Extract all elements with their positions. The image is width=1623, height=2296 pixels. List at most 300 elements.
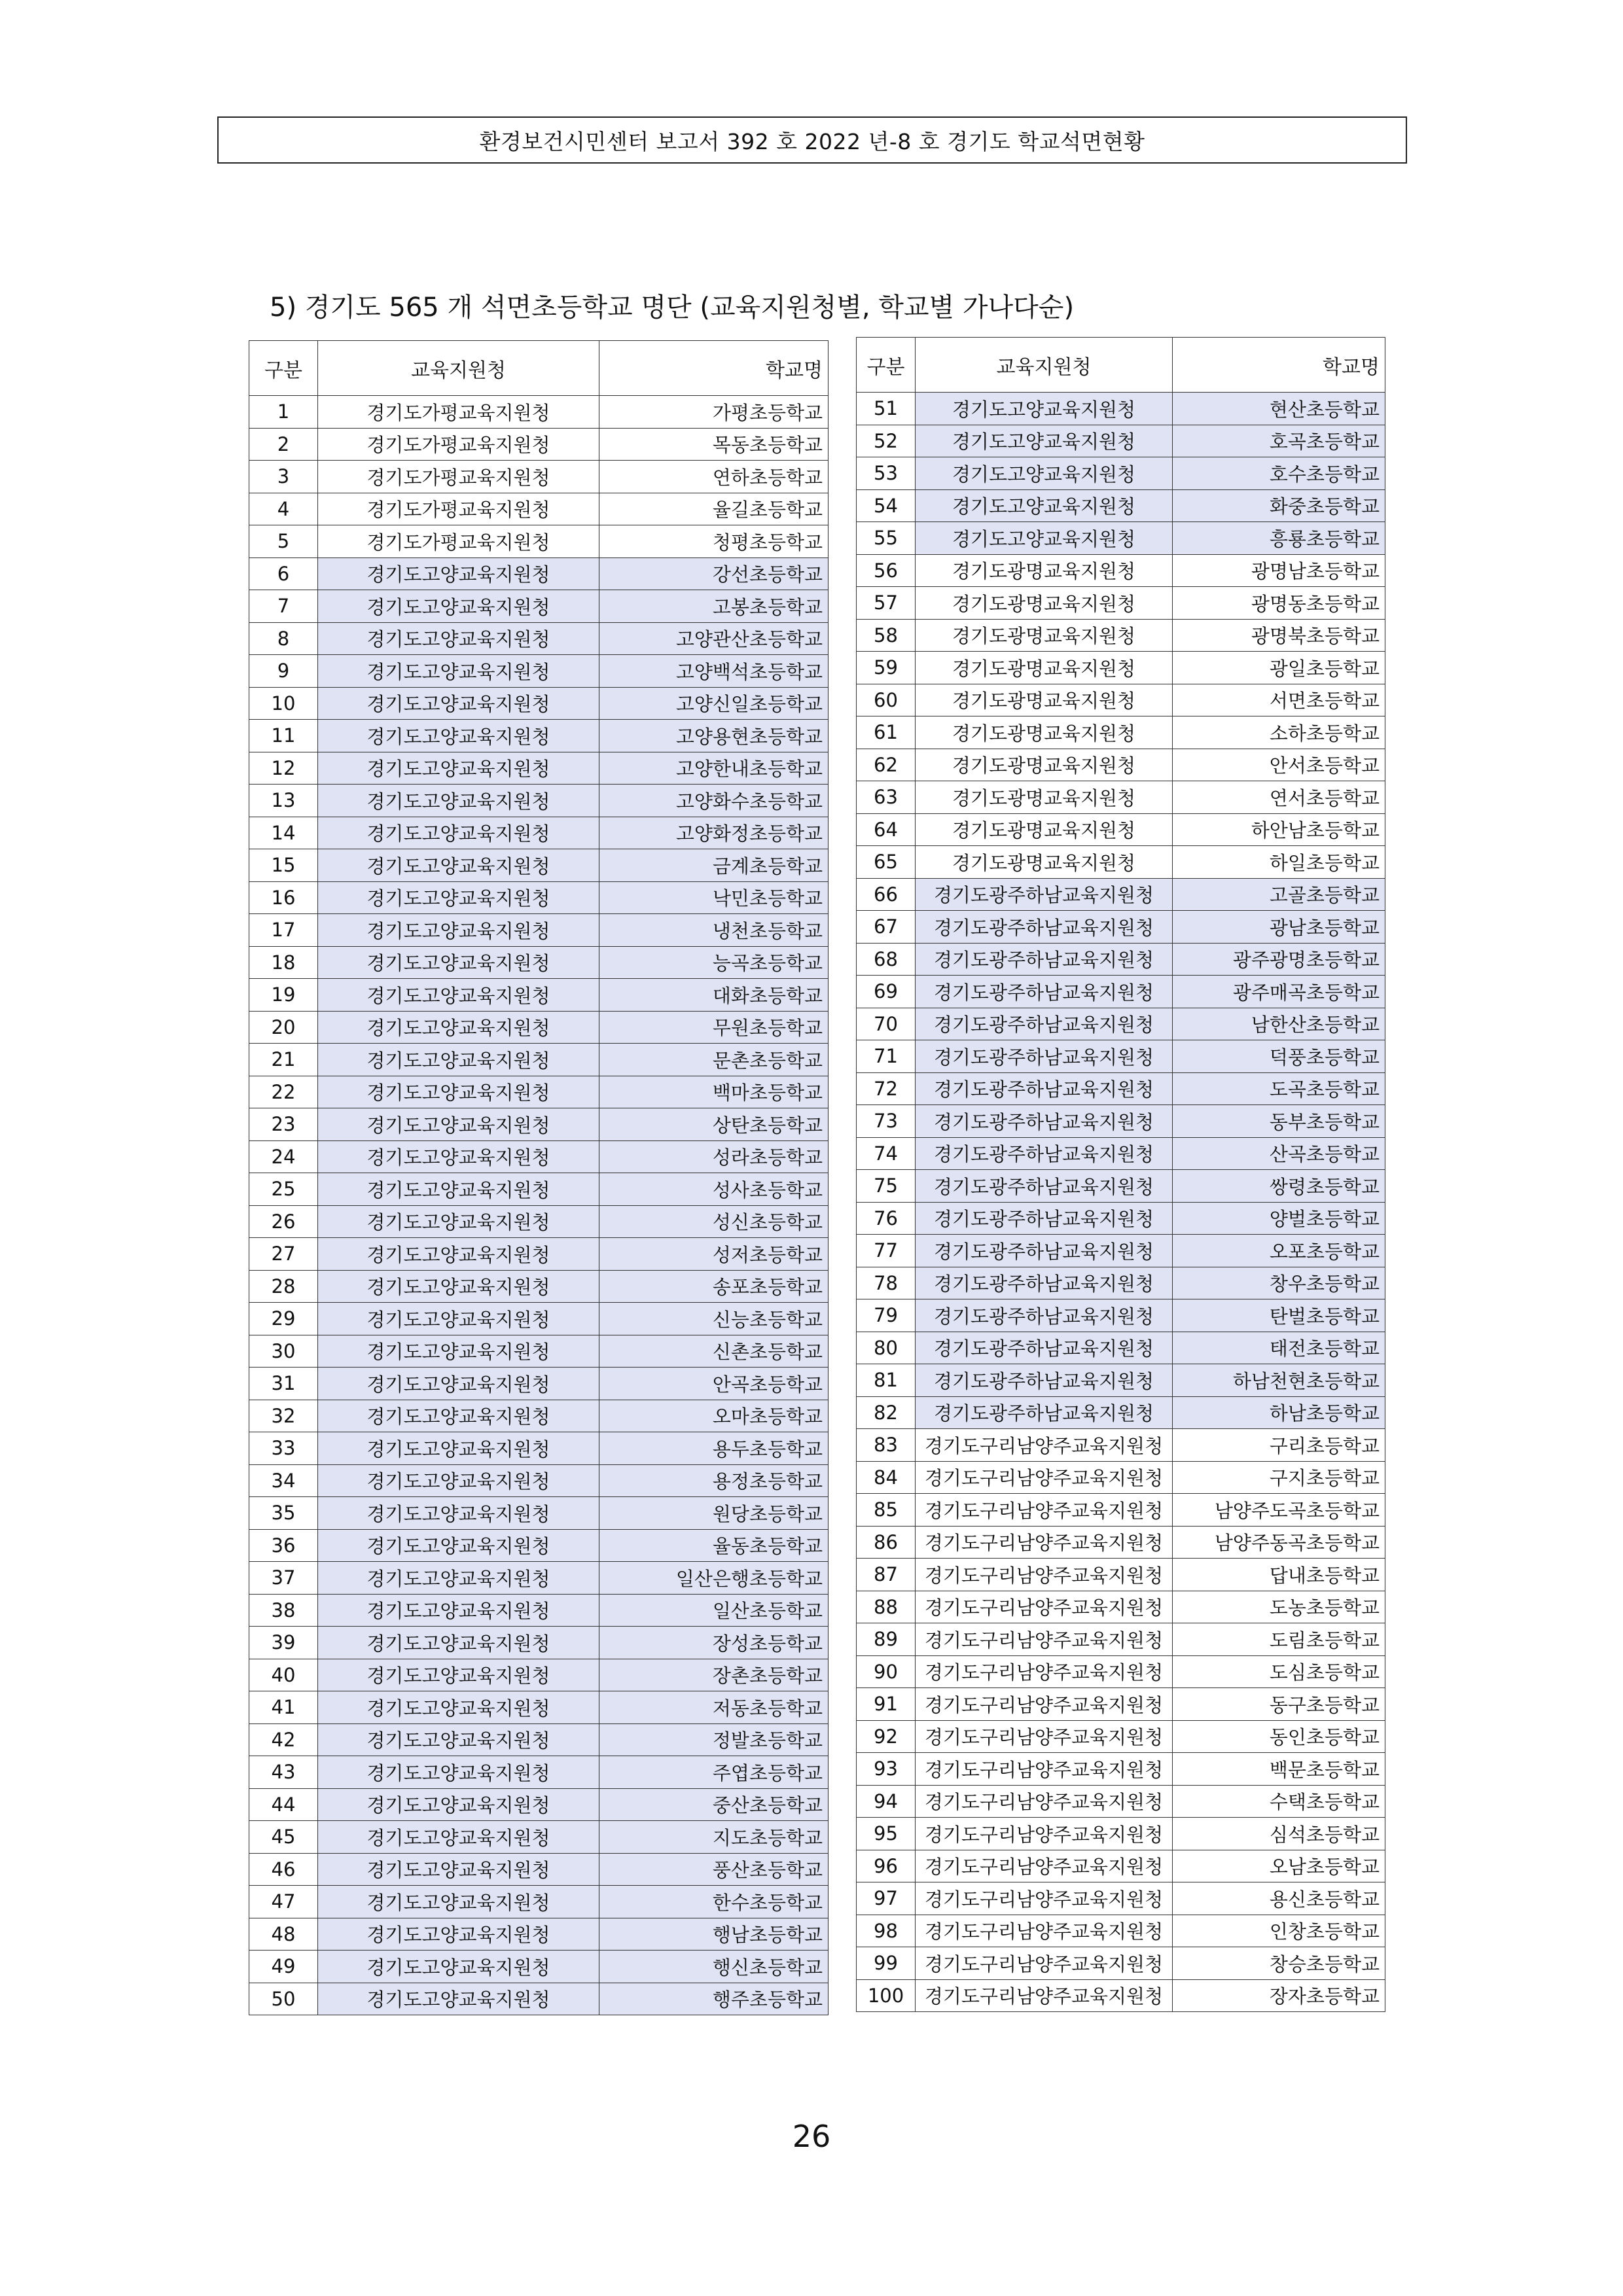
row-num: 6 [249, 557, 318, 590]
row-num: 45 [249, 1821, 318, 1854]
row-num: 33 [249, 1432, 318, 1465]
row-school: 저동초등학교 [599, 1691, 829, 1724]
table-row [857, 1559, 1385, 1591]
table-row [857, 1720, 1385, 1753]
row-school: 구리초등학교 [1173, 1429, 1385, 1462]
row-office: 경기도광주하남교육지원청 [916, 911, 1173, 944]
row-num: 24 [249, 1140, 318, 1173]
row-num: 70 [857, 1008, 916, 1040]
row-office: 경기도구리남양주교육지원청 [916, 1947, 1173, 1980]
table-row [857, 1170, 1385, 1203]
row-school: 고양화정초등학교 [599, 817, 829, 849]
table-row [857, 749, 1385, 781]
table-row [249, 655, 829, 688]
table-row [249, 1270, 829, 1303]
row-num: 10 [249, 687, 318, 720]
row-office: 경기도고양교육지원청 [318, 590, 599, 623]
row-office: 경기도고양교육지원청 [318, 622, 599, 655]
row-school: 장촌초등학교 [599, 1659, 829, 1691]
row-num: 86 [857, 1526, 916, 1559]
row-num: 15 [249, 849, 318, 882]
table-row [857, 393, 1385, 425]
school-table-right [856, 337, 1385, 2012]
table-row [857, 1818, 1385, 1850]
row-num: 42 [249, 1723, 318, 1756]
row-num: 55 [857, 522, 916, 555]
table-row [857, 1396, 1385, 1429]
row-office: 경기도가평교육지원청 [318, 428, 599, 461]
table-row [249, 1723, 829, 1756]
row-office: 경기도구리남양주교육지원청 [916, 1720, 1173, 1753]
row-office: 경기도고양교육지원청 [318, 1594, 599, 1627]
row-office: 경기도구리남양주교육지원청 [916, 1429, 1173, 1462]
table-row [857, 813, 1385, 846]
section-title: 5) 경기도 565 개 석면초등학교 명단 (교육지원청별, 학교별 가나다순) [270, 292, 1075, 323]
row-school: 성사초등학교 [599, 1173, 829, 1206]
row-school: 동부초등학교 [1173, 1105, 1385, 1138]
row-num: 22 [249, 1076, 318, 1108]
row-office: 경기도고양교육지원청 [916, 457, 1173, 490]
table-row [857, 1202, 1385, 1235]
row-office: 경기도고양교육지원청 [318, 785, 599, 817]
table-row [249, 1853, 829, 1886]
row-office: 경기도구리남양주교육지원청 [916, 1655, 1173, 1688]
row-num: 3 [249, 461, 318, 493]
table-row [249, 396, 829, 429]
row-school: 광명북초등학교 [1173, 619, 1385, 652]
row-office: 경기도구리남양주교육지원청 [916, 1591, 1173, 1623]
row-school: 고양백석초등학교 [599, 655, 829, 688]
row-school: 율동초등학교 [599, 1529, 829, 1562]
row-num: 27 [249, 1238, 318, 1271]
table-row [249, 1108, 829, 1141]
row-num: 31 [249, 1368, 318, 1400]
row-office: 경기도광주하남교육지원청 [916, 1396, 1173, 1429]
table-row [857, 489, 1385, 522]
row-school: 백문초등학교 [1173, 1753, 1385, 1786]
row-office: 경기도구리남양주교육지원청 [916, 1753, 1173, 1786]
row-num: 89 [857, 1623, 916, 1656]
row-num: 9 [249, 655, 318, 688]
row-school: 능곡초등학교 [599, 946, 829, 979]
row-num: 1 [249, 396, 318, 429]
row-school: 도림초등학교 [1173, 1623, 1385, 1656]
row-office: 경기도고양교육지원청 [318, 1627, 599, 1659]
row-num: 68 [857, 943, 916, 976]
row-office: 경기도고양교육지원청 [318, 1270, 599, 1303]
row-school: 용두초등학교 [599, 1432, 829, 1465]
row-office: 경기도고양교육지원청 [318, 979, 599, 1012]
row-office: 경기도고양교육지원청 [318, 1853, 599, 1886]
table-row [857, 425, 1385, 457]
row-office: 경기도고양교육지원청 [318, 914, 599, 947]
row-school: 광주매곡초등학교 [1173, 976, 1385, 1008]
row-school: 태전초등학교 [1173, 1332, 1385, 1364]
row-school: 지도초등학교 [599, 1821, 829, 1854]
table-row [857, 1332, 1385, 1364]
row-num: 11 [249, 720, 318, 752]
row-office: 경기도고양교육지원청 [916, 393, 1173, 425]
row-num: 69 [857, 976, 916, 1008]
row-num: 91 [857, 1688, 916, 1721]
row-school: 창승초등학교 [1173, 1947, 1385, 1980]
table-row [857, 1655, 1385, 1688]
row-office: 경기도광명교육지원청 [916, 716, 1173, 749]
row-school: 한수초등학교 [599, 1886, 829, 1918]
row-school: 냉천초등학교 [599, 914, 829, 947]
row-num: 58 [857, 619, 916, 652]
table-header-row [857, 338, 1385, 393]
table-row [857, 846, 1385, 879]
row-num: 25 [249, 1173, 318, 1206]
header-school: 학교명 [1173, 338, 1385, 393]
table-row [857, 1072, 1385, 1105]
table-row [857, 1623, 1385, 1656]
row-school: 도농초등학교 [1173, 1591, 1385, 1623]
row-office: 경기도고양교육지원청 [318, 1205, 599, 1238]
table-row [857, 1364, 1385, 1397]
table-row [249, 1238, 829, 1271]
row-num: 78 [857, 1267, 916, 1299]
row-school: 고봉초등학교 [599, 590, 829, 623]
row-num: 88 [857, 1591, 916, 1623]
row-num: 75 [857, 1170, 916, 1203]
table-row [857, 943, 1385, 976]
table-row [249, 687, 829, 720]
row-office: 경기도고양교육지원청 [318, 1918, 599, 1951]
table-row [249, 1303, 829, 1335]
row-school: 서면초등학교 [1173, 684, 1385, 716]
table-row [857, 1008, 1385, 1040]
table-row [249, 785, 829, 817]
row-num: 49 [249, 1951, 318, 1983]
row-school: 인창초등학교 [1173, 1915, 1385, 1947]
row-school: 구지초등학교 [1173, 1461, 1385, 1494]
row-school: 고양용현초등학교 [599, 720, 829, 752]
row-office: 경기도고양교육지원청 [318, 1821, 599, 1854]
row-office: 경기도광주하남교육지원청 [916, 1267, 1173, 1299]
row-school: 안곡초등학교 [599, 1368, 829, 1400]
row-num: 47 [249, 1886, 318, 1918]
row-school: 도곡초등학교 [1173, 1072, 1385, 1105]
row-num: 43 [249, 1756, 318, 1789]
table-row [249, 1400, 829, 1432]
row-num: 73 [857, 1105, 916, 1138]
header-office: 교육지원청 [916, 338, 1173, 393]
table-row [857, 1947, 1385, 1980]
row-school: 안서초등학교 [1173, 749, 1385, 781]
table-row [249, 914, 829, 947]
table-row [249, 1464, 829, 1497]
table-row [857, 1979, 1385, 2012]
table-row [857, 587, 1385, 620]
row-num: 79 [857, 1299, 916, 1332]
row-office: 경기도광명교육지원청 [916, 684, 1173, 716]
row-office: 경기도고양교육지원청 [318, 752, 599, 785]
row-school: 호곡초등학교 [1173, 425, 1385, 457]
row-office: 경기도고양교육지원청 [318, 1432, 599, 1465]
row-office: 경기도광주하남교육지원청 [916, 943, 1173, 976]
row-num: 14 [249, 817, 318, 849]
row-num: 46 [249, 1853, 318, 1886]
row-office: 경기도고양교육지원청 [318, 1044, 599, 1076]
row-school: 일산초등학교 [599, 1594, 829, 1627]
table-row [249, 1594, 829, 1627]
table-row [857, 684, 1385, 716]
row-num: 92 [857, 1720, 916, 1753]
row-num: 29 [249, 1303, 318, 1335]
table-row [857, 1494, 1385, 1527]
table-row [249, 817, 829, 849]
row-office: 경기도광명교육지원청 [916, 813, 1173, 846]
row-office: 경기도광주하남교육지원청 [916, 1235, 1173, 1267]
header-num: 구분 [857, 338, 916, 393]
row-num: 38 [249, 1594, 318, 1627]
row-num: 63 [857, 781, 916, 814]
row-school: 원당초등학교 [599, 1497, 829, 1530]
table-row [857, 1850, 1385, 1882]
table-row [249, 1044, 829, 1076]
table-row [249, 622, 829, 655]
row-office: 경기도고양교육지원청 [318, 1723, 599, 1756]
table-row [249, 1529, 829, 1562]
table-row [249, 1335, 829, 1368]
row-num: 62 [857, 749, 916, 781]
table-row [249, 1011, 829, 1044]
row-num: 12 [249, 752, 318, 785]
table-row [857, 1785, 1385, 1818]
row-school: 성신초등학교 [599, 1205, 829, 1238]
row-num: 95 [857, 1818, 916, 1850]
row-num: 13 [249, 785, 318, 817]
table-row [857, 1235, 1385, 1267]
table-row [249, 849, 829, 882]
table-row [249, 979, 829, 1012]
row-school: 산곡초등학교 [1173, 1137, 1385, 1170]
row-num: 93 [857, 1753, 916, 1786]
table-row [249, 1140, 829, 1173]
row-num: 83 [857, 1429, 916, 1462]
row-num: 96 [857, 1850, 916, 1882]
table-row [857, 1688, 1385, 1721]
row-num: 61 [857, 716, 916, 749]
row-num: 56 [857, 554, 916, 587]
row-num: 60 [857, 684, 916, 716]
table-row [857, 1137, 1385, 1170]
row-office: 경기도고양교육지원청 [318, 557, 599, 590]
row-office: 경기도고양교육지원청 [318, 1173, 599, 1206]
row-office: 경기도광주하남교육지원청 [916, 1332, 1173, 1364]
row-office: 경기도고양교육지원청 [318, 849, 599, 882]
row-num: 36 [249, 1529, 318, 1562]
school-table-left [249, 340, 829, 2015]
row-school: 낙민초등학교 [599, 881, 829, 914]
table-row [249, 1205, 829, 1238]
row-num: 80 [857, 1332, 916, 1364]
row-office: 경기도광명교육지원청 [916, 846, 1173, 879]
row-school: 광주광명초등학교 [1173, 943, 1385, 976]
row-office: 경기도광주하남교육지원청 [916, 1364, 1173, 1397]
row-school: 광명남초등학교 [1173, 554, 1385, 587]
row-school: 고양한내초등학교 [599, 752, 829, 785]
row-school: 오남초등학교 [1173, 1850, 1385, 1882]
row-school: 현산초등학교 [1173, 393, 1385, 425]
row-school: 장자초등학교 [1173, 1979, 1385, 2012]
row-num: 30 [249, 1335, 318, 1368]
row-office: 경기도구리남양주교육지원청 [916, 1785, 1173, 1818]
row-school: 행신초등학교 [599, 1951, 829, 1983]
row-num: 67 [857, 911, 916, 944]
row-num: 98 [857, 1915, 916, 1947]
row-office: 경기도구리남양주교육지원청 [916, 1818, 1173, 1850]
row-num: 81 [857, 1364, 916, 1397]
row-school: 소하초등학교 [1173, 716, 1385, 749]
row-school: 연서초등학교 [1173, 781, 1385, 814]
row-num: 51 [857, 393, 916, 425]
row-school: 주엽초등학교 [599, 1756, 829, 1789]
row-school: 덕풍초등학교 [1173, 1040, 1385, 1073]
row-school: 동인초등학교 [1173, 1720, 1385, 1753]
row-num: 2 [249, 428, 318, 461]
row-school: 가평초등학교 [599, 396, 829, 429]
row-office: 경기도구리남양주교육지원청 [916, 1623, 1173, 1656]
row-num: 35 [249, 1497, 318, 1530]
row-school: 수택초등학교 [1173, 1785, 1385, 1818]
row-office: 경기도구리남양주교육지원청 [916, 1882, 1173, 1915]
row-num: 7 [249, 590, 318, 623]
row-school: 답내초등학교 [1173, 1559, 1385, 1591]
row-office: 경기도가평교육지원청 [318, 461, 599, 493]
table-row [249, 1497, 829, 1530]
row-school: 정발초등학교 [599, 1723, 829, 1756]
row-school: 오포초등학교 [1173, 1235, 1385, 1267]
row-school: 무원초등학교 [599, 1011, 829, 1044]
row-num: 52 [857, 425, 916, 457]
row-office: 경기도구리남양주교육지원청 [916, 1461, 1173, 1494]
table-row [249, 881, 829, 914]
table-row [857, 716, 1385, 749]
row-school: 목동초등학교 [599, 428, 829, 461]
table-row [857, 1267, 1385, 1299]
row-num: 21 [249, 1044, 318, 1076]
row-office: 경기도광주하남교육지원청 [916, 1105, 1173, 1138]
row-school: 하안남초등학교 [1173, 813, 1385, 846]
row-office: 경기도광명교육지원청 [916, 652, 1173, 684]
row-num: 85 [857, 1494, 916, 1527]
table-row [249, 525, 829, 558]
row-office: 경기도광주하남교육지원청 [916, 1170, 1173, 1203]
row-school: 강선초등학교 [599, 557, 829, 590]
row-num: 77 [857, 1235, 916, 1267]
row-num: 28 [249, 1270, 318, 1303]
row-office: 경기도가평교육지원청 [318, 396, 599, 429]
row-num: 64 [857, 813, 916, 846]
row-office: 경기도고양교육지원청 [318, 1691, 599, 1724]
row-office: 경기도고양교육지원청 [318, 1983, 599, 2015]
row-num: 26 [249, 1205, 318, 1238]
row-office: 경기도광명교육지원청 [916, 749, 1173, 781]
table-row [857, 1105, 1385, 1138]
table-row [249, 1918, 829, 1951]
row-school: 백마초등학교 [599, 1076, 829, 1108]
table-row [249, 1886, 829, 1918]
row-num: 74 [857, 1137, 916, 1170]
row-office: 경기도고양교육지원청 [318, 1108, 599, 1141]
row-school: 율길초등학교 [599, 493, 829, 525]
row-num: 94 [857, 1785, 916, 1818]
row-school: 남한산초등학교 [1173, 1008, 1385, 1040]
row-office: 경기도광주하남교육지원청 [916, 1040, 1173, 1073]
row-office: 경기도광주하남교육지원청 [916, 1202, 1173, 1235]
row-num: 59 [857, 652, 916, 684]
row-num: 50 [249, 1983, 318, 2015]
table-row [249, 493, 829, 525]
row-office: 경기도고양교육지원청 [318, 1497, 599, 1530]
header-office: 교육지원청 [318, 341, 599, 396]
row-num: 66 [857, 878, 916, 911]
row-school: 화중초등학교 [1173, 489, 1385, 522]
header-num: 구분 [249, 341, 318, 396]
row-office: 경기도고양교육지원청 [318, 1886, 599, 1918]
row-num: 72 [857, 1072, 916, 1105]
table-row [249, 590, 829, 623]
row-office: 경기도광주하남교육지원청 [916, 1137, 1173, 1170]
row-school: 고골초등학교 [1173, 878, 1385, 911]
row-num: 19 [249, 979, 318, 1012]
table-row [249, 1368, 829, 1400]
row-num: 71 [857, 1040, 916, 1073]
row-num: 99 [857, 1947, 916, 1980]
row-num: 82 [857, 1396, 916, 1429]
row-school: 송포초등학교 [599, 1270, 829, 1303]
row-office: 경기도고양교육지원청 [318, 1788, 599, 1821]
table-row [857, 619, 1385, 652]
row-office: 경기도고양교육지원청 [318, 687, 599, 720]
row-school: 하일초등학교 [1173, 846, 1385, 879]
row-school: 하남초등학교 [1173, 1396, 1385, 1429]
row-school: 쌍령초등학교 [1173, 1170, 1385, 1203]
table-row [249, 1788, 829, 1821]
row-num: 44 [249, 1788, 318, 1821]
table-row [249, 1659, 829, 1691]
row-office: 경기도고양교육지원청 [318, 881, 599, 914]
table-row [249, 720, 829, 752]
row-num: 5 [249, 525, 318, 558]
row-num: 97 [857, 1882, 916, 1915]
row-school: 연하초등학교 [599, 461, 829, 493]
table-row [857, 1915, 1385, 1947]
table-row [249, 1432, 829, 1465]
row-school: 남양주도곡초등학교 [1173, 1494, 1385, 1527]
row-school: 고양화수초등학교 [599, 785, 829, 817]
row-num: 39 [249, 1627, 318, 1659]
row-office: 경기도광주하남교육지원청 [916, 1299, 1173, 1332]
row-school: 장성초등학교 [599, 1627, 829, 1659]
row-school: 행남초등학교 [599, 1918, 829, 1951]
row-office: 경기도고양교육지원청 [318, 1464, 599, 1497]
page-number: 26 [792, 2119, 831, 2154]
row-office: 경기도광주하남교육지원청 [916, 1072, 1173, 1105]
row-school: 고양신일초등학교 [599, 687, 829, 720]
table-row [857, 457, 1385, 490]
row-school: 하남천현초등학교 [1173, 1364, 1385, 1397]
table-body-left [249, 396, 829, 2015]
row-num: 40 [249, 1659, 318, 1691]
table-row [249, 752, 829, 785]
row-office: 경기도구리남양주교육지원청 [916, 1915, 1173, 1947]
row-num: 54 [857, 489, 916, 522]
row-office: 경기도가평교육지원청 [318, 525, 599, 558]
